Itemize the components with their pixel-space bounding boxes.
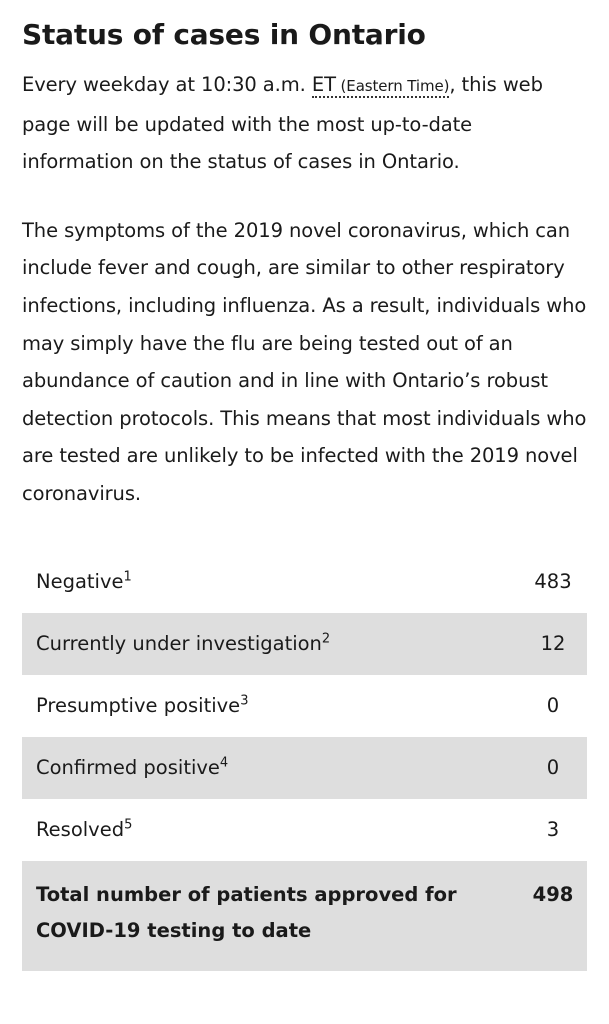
symptoms-paragraph: The symptoms of the 2019 novel coronavirus, which can include fever and cough, are similar to other respiratory infections, including influenza. As a result, individuals who may simply have the flu are being tested out of an abundance of caution and in line with Ontario’s robust detection protocols. This means that most individuals who are tested are unlikely to be infected with the 2019 novel coronavirus. bbox=[22, 218, 587, 505]
row-label-cell bbox=[22, 737, 519, 799]
table-row bbox=[22, 737, 587, 799]
footnote-link[interactable]: 4 bbox=[219, 755, 229, 771]
total-label: Total number of patients approved for COVID-19 testing to date bbox=[36, 882, 457, 942]
row-label: Currently under investigation bbox=[36, 632, 322, 656]
row-value: 0 bbox=[546, 694, 560, 718]
intro-paragraph bbox=[22, 66, 587, 181]
footnote-link[interactable]: 2 bbox=[321, 631, 331, 647]
intro-after: , this web page will be updated with the most up-to-date information on the status of cases in Ontario. bbox=[22, 73, 543, 174]
table-row bbox=[22, 799, 587, 861]
footnote-link[interactable]: 3 bbox=[240, 693, 249, 709]
row-label: Resolved bbox=[36, 818, 125, 842]
abbr-expansion: (Eastern Time) bbox=[335, 77, 450, 95]
row-label-cell bbox=[22, 675, 519, 737]
row-label-cell bbox=[22, 551, 519, 613]
row-value: 12 bbox=[540, 632, 566, 656]
case-status-table bbox=[22, 551, 587, 971]
row-label: Presumptive positive bbox=[36, 694, 241, 718]
page-title: Status of cases in Ontario bbox=[22, 18, 426, 51]
table-row bbox=[22, 675, 587, 737]
table-row bbox=[22, 613, 587, 675]
footnote-link[interactable]: 1 bbox=[123, 569, 132, 585]
abbr-text: ET bbox=[311, 73, 336, 96]
row-label-cell bbox=[22, 613, 519, 675]
row-value: 3 bbox=[546, 818, 560, 842]
row-value: 0 bbox=[546, 756, 560, 780]
row-label: Confirmed positive bbox=[36, 756, 220, 780]
total-value: 498 bbox=[532, 882, 574, 906]
row-value: 483 bbox=[534, 570, 572, 594]
footnote-link[interactable]: 5 bbox=[124, 817, 133, 833]
intro-before: Every weekday at 10:30 a.m. bbox=[22, 73, 312, 96]
eastern-time-abbr[interactable] bbox=[312, 73, 450, 98]
table-total-row bbox=[22, 861, 587, 971]
table-row bbox=[22, 551, 587, 613]
row-label-cell bbox=[22, 799, 519, 861]
row-label: Negative bbox=[36, 570, 124, 594]
